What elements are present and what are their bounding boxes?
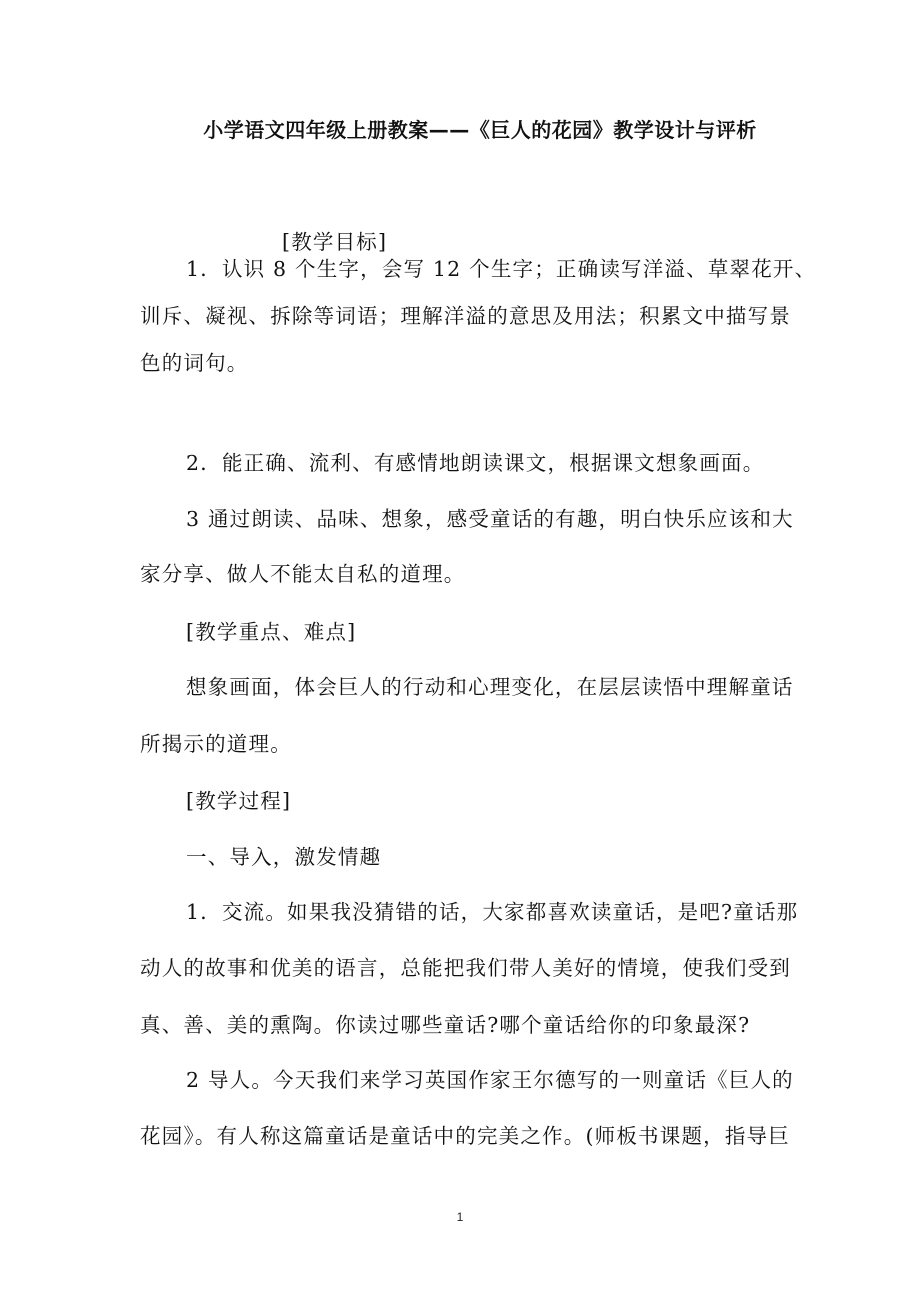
- paragraph-line: 家分享、做人不能太自私的道理。: [140, 562, 466, 586]
- paragraph-line: 真、善、美的熏陶。你读过哪些童话?哪个童话给你的印象最深?: [140, 1013, 751, 1037]
- paragraph-line: 2．能正确、流利、有感情地朗读课文，根据课文想象画面。: [186, 451, 765, 475]
- section-heading-objectives: [教学目标]: [282, 230, 388, 254]
- section-heading-key-points: [教学重点、难点]: [186, 620, 357, 644]
- paragraph-line: 花园》。有人称这篇童话是童话中的完美之作。(师板书课题，指导巨: [140, 1124, 790, 1148]
- paragraph-line: 色的词句。: [140, 351, 249, 375]
- page-number: 1: [456, 1210, 464, 1224]
- paragraph-line: 1．交流。如果我没猜错的话，大家都喜欢读童话，是吧?童话那: [186, 900, 799, 924]
- paragraph-line: 想象画面，体会巨人的行动和心理变化，在层层读悟中理解童话: [186, 675, 794, 699]
- paragraph-line: 训斥、凝视、拆除等词语；理解洋溢的意思及用法；积累文中描写景: [140, 304, 791, 328]
- paragraph-line: 3 通过朗读、品味、想象，感受童话的有趣，明白快乐应该和大: [186, 507, 794, 531]
- subsection-heading: 一、导入，激发情趣: [186, 845, 382, 869]
- paragraph-line: 所揭示的道理。: [140, 732, 292, 756]
- paragraph-line: 2 导人。今天我们来学习英国作家王尔德写的一则童话《巨人的: [186, 1068, 794, 1092]
- paragraph-line: 1．认识 8 个生字，会写 12 个生字；正确读写洋溢、草翠花开、: [186, 257, 817, 281]
- document-title: 小学语文四年级上册教案——《巨人的花园》教学设计与评析: [203, 118, 757, 142]
- section-heading-process: [教学过程]: [186, 789, 292, 813]
- paragraph-line: 动人的故事和优美的语言，总能把我们带人美好的情境，使我们受到: [140, 956, 791, 980]
